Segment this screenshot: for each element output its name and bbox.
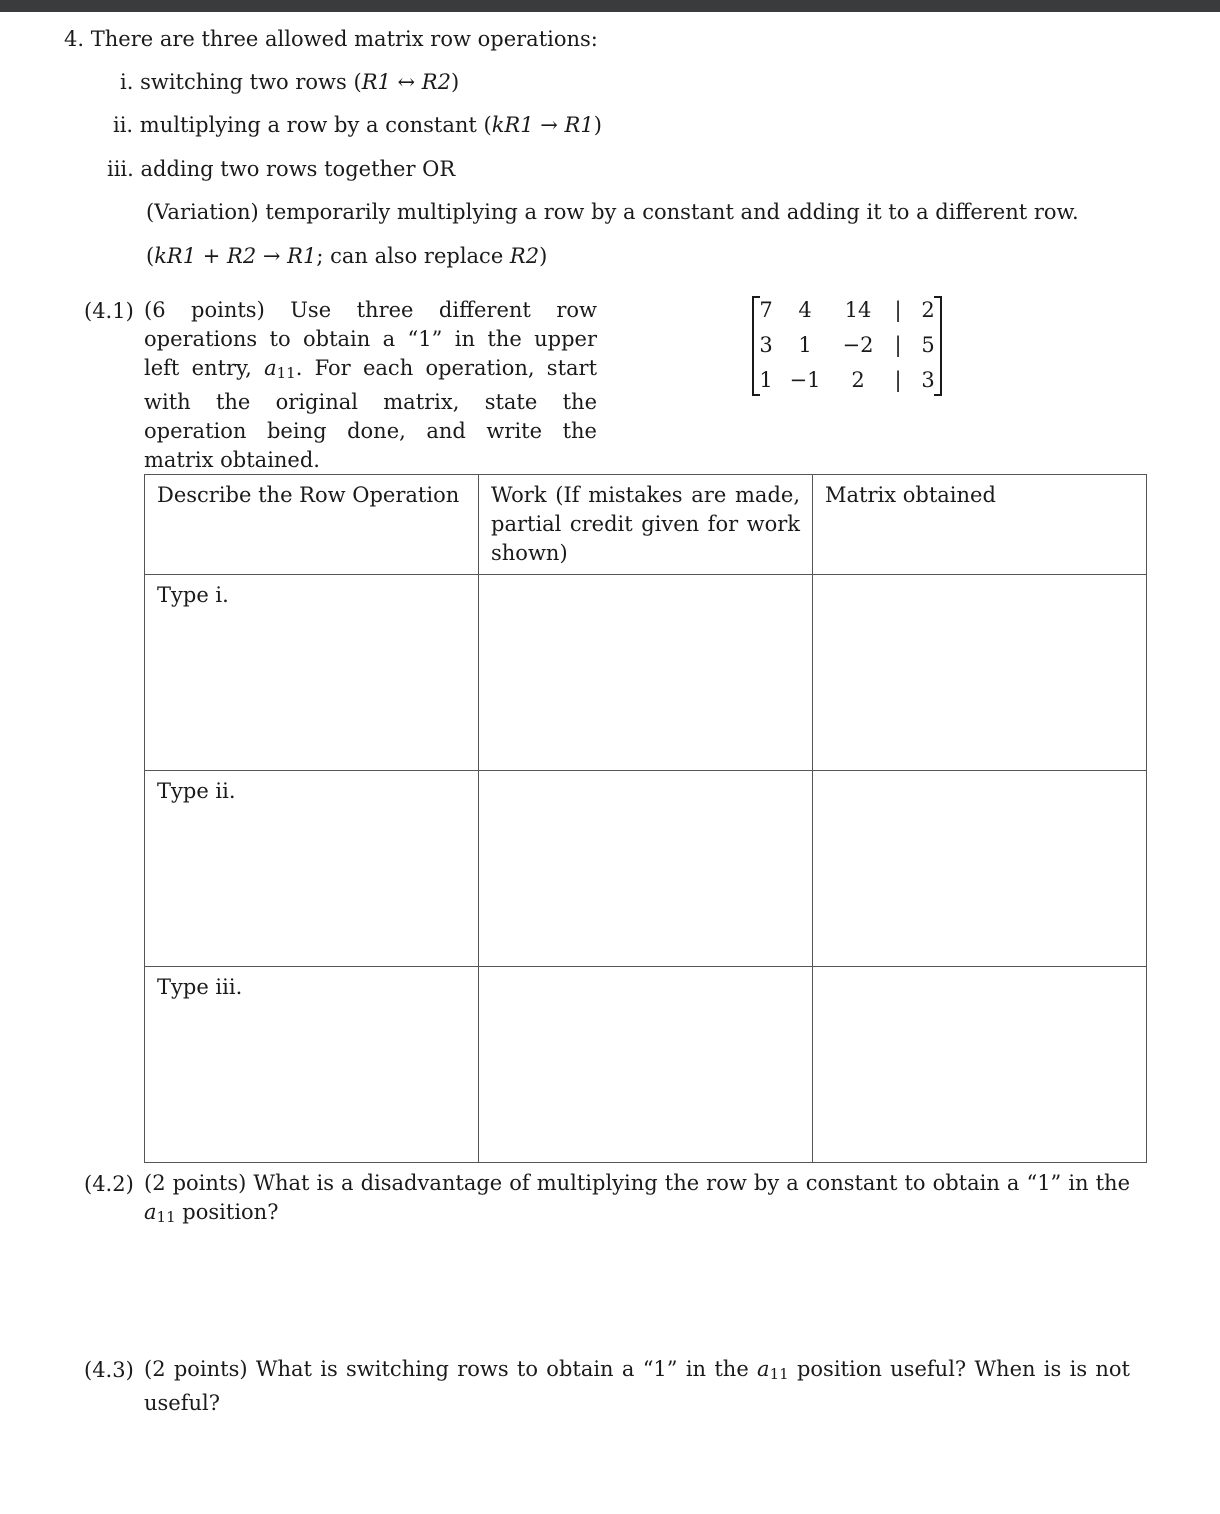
row-operations-table <box>144 474 1147 1163</box>
part2-entry-sub: 11 <box>156 1208 176 1226</box>
variation-rest: ; can also replace <box>316 244 510 268</box>
question-intro: There are three allowed matrix row operations: <box>90 27 598 51</box>
part1-entry-sub: 11 <box>276 364 296 382</box>
matrix-divider: | <box>894 298 902 322</box>
header-matrix-obtained: Matrix obtained <box>813 475 1147 575</box>
part3-entry-sub: 11 <box>769 1365 789 1383</box>
part1-label: (4.1) <box>84 299 134 323</box>
matrix-cell: 2 <box>921 298 935 322</box>
operation-iii-text: adding two rows together OR <box>140 157 456 181</box>
matrix-cell: 2 <box>851 368 865 392</box>
row-label-type-iii: Type iii. <box>145 967 479 1163</box>
part2-text <box>144 1169 1130 1232</box>
matrix-cell: 3 <box>759 333 773 357</box>
part3-entry: a <box>757 1357 770 1381</box>
operation-ii-close: ) <box>593 113 602 137</box>
operation-ii-text: multiplying a row by a constant ( <box>139 113 492 137</box>
part2-text-a: (2 points) What is a disadvantage of multiplying the row by a constant to obtain a “1” in the <box>144 1171 1130 1195</box>
variation-math-2: R2 <box>509 244 540 268</box>
variation-formula <box>146 243 547 269</box>
matrix-divider: | <box>894 333 902 357</box>
operation-i-text: switching two rows ( <box>140 70 362 94</box>
operation-i-number: i. <box>120 70 134 94</box>
part3-text <box>144 1355 1130 1418</box>
operation-ii-number: ii. <box>113 113 134 137</box>
work-cell-type-iii[interactable] <box>479 967 813 1163</box>
table-row <box>145 575 1147 771</box>
table-header-row <box>145 475 1147 575</box>
question-heading <box>64 26 598 52</box>
variation-open: ( <box>146 244 155 268</box>
part1-text <box>144 296 597 475</box>
header-work: Work (If mistakes are made, partial credit given for work shown) <box>479 475 813 575</box>
table-row <box>145 967 1147 1163</box>
operation-i <box>120 69 459 95</box>
operation-ii-math: kR1 → R1 <box>491 113 594 137</box>
part1-text-a: (6 points) Use three different row operations to obtain a “1” in the upper left entry, <box>144 298 597 380</box>
row-label-type-ii: Type ii. <box>145 771 479 967</box>
matrix-divider: | <box>894 368 902 392</box>
matrix-cell: 3 <box>921 368 935 392</box>
matrix-cell-type-i[interactable] <box>813 575 1147 771</box>
matrix-cell: 1 <box>798 333 812 357</box>
work-cell-type-i[interactable] <box>479 575 813 771</box>
header-describe-operation: Describe the Row Operation <box>145 475 479 575</box>
matrix-cell: −2 <box>842 333 874 357</box>
matrix-cell-type-ii[interactable] <box>813 771 1147 967</box>
augmented-matrix <box>748 294 944 398</box>
matrix-cell: 7 <box>759 298 773 322</box>
part3-text-b: position useful? When is is not useful? <box>144 1357 1130 1415</box>
variation-line: (Variation) temporarily multiplying a row by a constant and adding it to a different row. <box>146 200 1079 224</box>
matrix-cell: −1 <box>789 368 821 392</box>
operation-i-close: ) <box>450 70 460 94</box>
matrix-cell: 4 <box>798 298 812 322</box>
operation-ii <box>113 112 602 138</box>
window-top-bar <box>0 0 1220 12</box>
part2-text-b: position? <box>175 1200 279 1224</box>
variation-math: kR1 + R2 → R1 <box>154 244 317 268</box>
question-number: 4. <box>64 27 85 51</box>
work-cell-type-ii[interactable] <box>479 771 813 967</box>
part3-text-a: (2 points) What is switching rows to obtain a “1” in the <box>144 1357 758 1381</box>
part1-text-b: . For each operation, start with the original matrix, state the operation being done, and write the matrix obtained. <box>144 356 598 472</box>
matrix-cell-type-iii[interactable] <box>813 967 1147 1163</box>
operation-iii <box>107 156 455 182</box>
matrix-cell: 1 <box>759 368 773 392</box>
row-label-type-i: Type i. <box>145 575 479 771</box>
variation-close: ) <box>539 244 548 268</box>
part1-entry: a <box>264 356 277 380</box>
matrix-cell: 5 <box>921 333 935 357</box>
part3-label: (4.3) <box>84 1358 134 1382</box>
table-row <box>145 771 1147 967</box>
operation-iii-number: iii. <box>107 157 134 181</box>
matrix-cell: 14 <box>844 298 872 322</box>
operation-i-math: R1 ↔ R2 <box>361 70 451 94</box>
part2-entry: a <box>144 1200 157 1224</box>
part2-label: (4.2) <box>84 1172 134 1196</box>
